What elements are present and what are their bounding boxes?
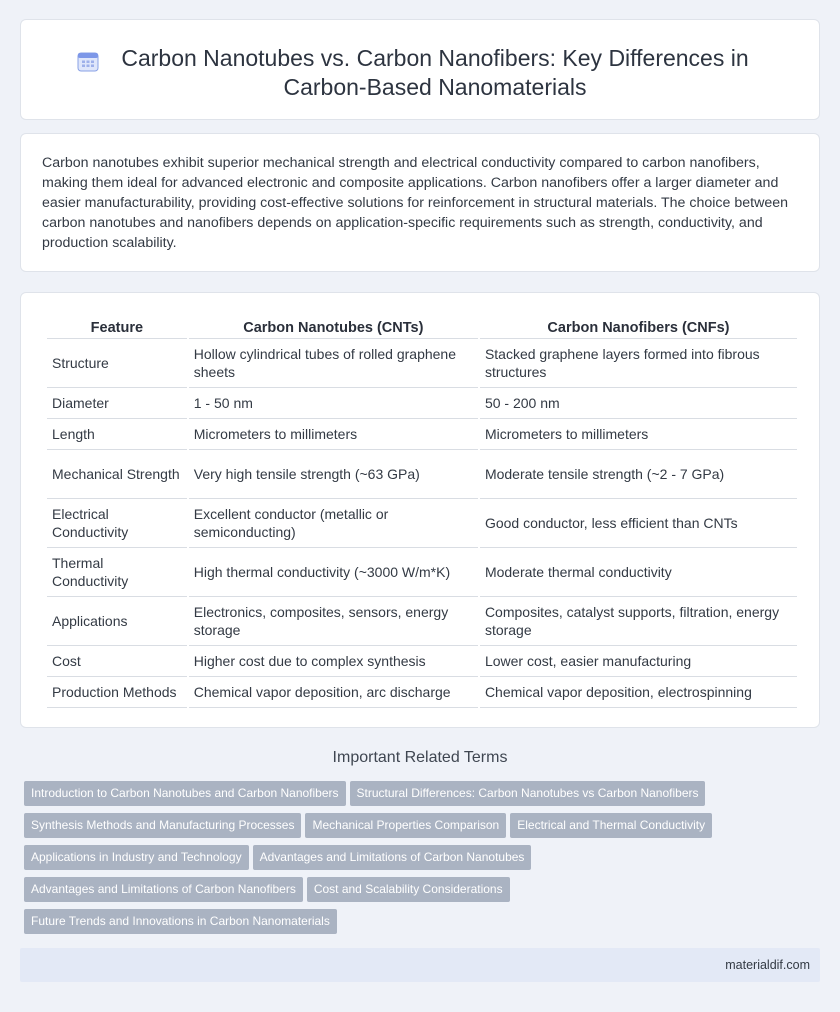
feature-cell: Length xyxy=(47,419,187,450)
calendar-icon xyxy=(77,50,99,72)
table-row xyxy=(47,419,797,450)
footer-site-link[interactable]: materialdif.com xyxy=(725,958,810,972)
table-row xyxy=(47,388,797,419)
cnf-cell: Stacked graphene layers formed into fibrous structures xyxy=(480,339,797,388)
header-card xyxy=(20,19,820,120)
table-row xyxy=(47,450,797,499)
related-term-tag[interactable]: Advantages and Limitations of Carbon Nanofibers xyxy=(24,877,303,902)
cnf-cell: 50 - 200 nm xyxy=(480,388,797,419)
related-term-tag[interactable]: Mechanical Properties Comparison xyxy=(305,813,506,838)
comparison-card xyxy=(20,292,820,728)
cnt-cell: Chemical vapor deposition, arc discharge xyxy=(189,677,478,708)
intro-paragraph: Carbon nanotubes exhibit superior mechanical strength and electrical conductivity compared to carbon nanofibers, making them ideal for advanced electronic and composite applications. Carbon nanofibers offer a larger diameter and easier manufacturability, providing cost-effective solutions for reinforcement in structural materials. The choice between carbon nanotubes and nanofibers depends on application-specific requirements such as strength, conductivity, and production scalability. xyxy=(42,155,788,251)
related-term-tag[interactable]: Advantages and Limitations of Carbon Nanotubes xyxy=(253,845,532,870)
table-header-row xyxy=(47,313,797,339)
cnf-cell: Chemical vapor deposition, electrospinning xyxy=(480,677,797,708)
cnf-cell: Moderate tensile strength (~2 - 7 GPa) xyxy=(480,450,797,499)
related-term-tag[interactable]: Cost and Scalability Considerations xyxy=(307,877,510,902)
cnt-cell: Micrometers to millimeters xyxy=(189,419,478,450)
feature-cell: Cost xyxy=(47,646,187,677)
cnf-cell: Composites, catalyst supports, filtration, energy storage xyxy=(480,597,797,646)
feature-cell: Mechanical Strength xyxy=(47,450,187,499)
cnf-cell: Lower cost, easier manufacturing xyxy=(480,646,797,677)
cnt-cell: Higher cost due to complex synthesis xyxy=(189,646,478,677)
table-row xyxy=(47,646,797,677)
cnt-cell: Excellent conductor (metallic or semiconducting) xyxy=(189,499,478,548)
table-row xyxy=(47,548,797,597)
table-row xyxy=(47,677,797,708)
feature-cell: Thermal Conductivity xyxy=(47,548,187,597)
cnf-cell: Moderate thermal conductivity xyxy=(480,548,797,597)
cnf-cell: Micrometers to millimeters xyxy=(480,419,797,450)
related-terms-list xyxy=(24,781,824,941)
feature-cell: Applications xyxy=(47,597,187,646)
header-cnt: Carbon Nanotubes (CNTs) xyxy=(189,313,478,339)
related-term-tag[interactable]: Synthesis Methods and Manufacturing Processes xyxy=(24,813,301,838)
table-row xyxy=(47,499,797,548)
cnt-cell: Electronics, composites, sensors, energy storage xyxy=(189,597,478,646)
feature-cell: Electrical Conductivity xyxy=(47,499,187,548)
page-title: Carbon Nanotubes vs. Carbon Nanofibers: Key Differences in Carbon-Based Nanomaterials xyxy=(121,45,749,100)
cnt-cell: 1 - 50 nm xyxy=(189,388,478,419)
feature-cell: Production Methods xyxy=(47,677,187,708)
intro-card xyxy=(20,133,820,272)
cnt-cell: Hollow cylindrical tubes of rolled graphene sheets xyxy=(189,339,478,388)
table-row xyxy=(47,597,797,646)
related-term-tag[interactable]: Introduction to Carbon Nanotubes and Carbon Nanofibers xyxy=(24,781,346,806)
feature-cell: Diameter xyxy=(47,388,187,419)
table-row xyxy=(47,339,797,388)
cnf-cell: Good conductor, less efficient than CNTs xyxy=(480,499,797,548)
feature-cell: Structure xyxy=(47,339,187,388)
header-feature: Feature xyxy=(47,313,187,339)
cnt-cell: Very high tensile strength (~63 GPa) xyxy=(189,450,478,499)
related-term-tag[interactable]: Applications in Industry and Technology xyxy=(24,845,249,870)
comparison-table xyxy=(45,313,799,708)
related-term-tag[interactable]: Electrical and Thermal Conductivity xyxy=(510,813,712,838)
header-cnf: Carbon Nanofibers (CNFs) xyxy=(480,313,797,339)
title-wrap xyxy=(21,44,819,102)
related-terms-title: Important Related Terms xyxy=(332,749,508,766)
related-term-tag[interactable]: Structural Differences: Carbon Nanotubes vs Carbon Nanofibers xyxy=(350,781,706,806)
cnt-cell: High thermal conductivity (~3000 W/m*K) xyxy=(189,548,478,597)
related-term-tag[interactable]: Future Trends and Innovations in Carbon Nanomaterials xyxy=(24,909,337,934)
footer xyxy=(20,948,820,982)
